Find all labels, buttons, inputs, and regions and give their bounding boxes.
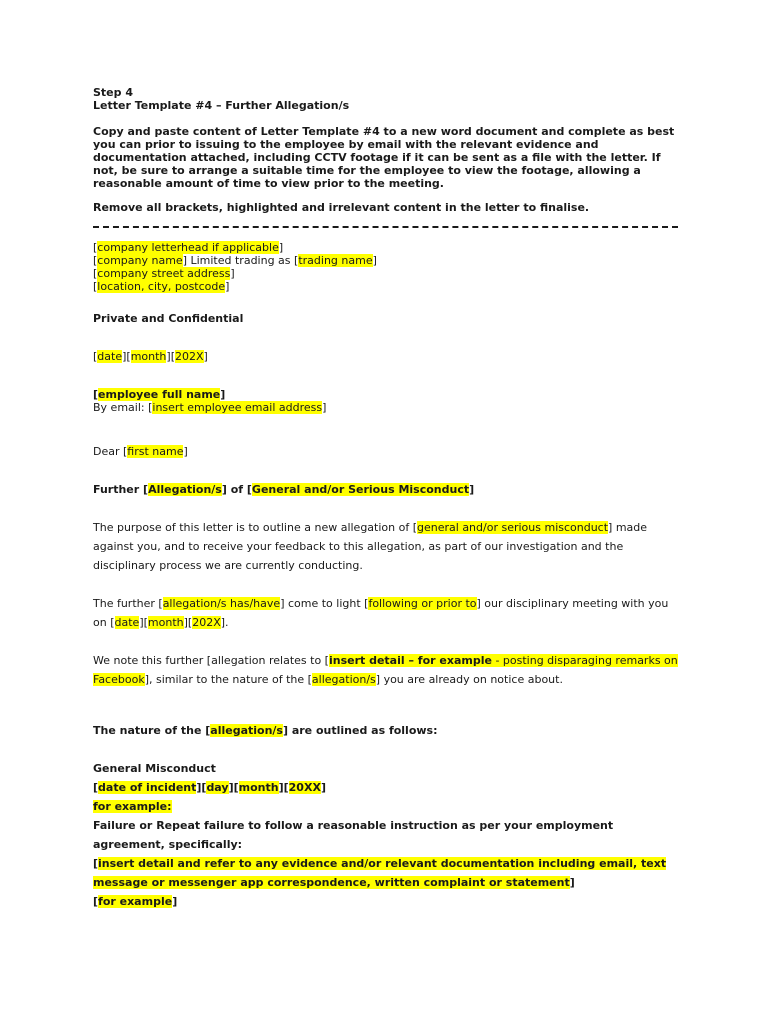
dashed-divider xyxy=(93,226,678,228)
for-example-line: for example: xyxy=(93,800,172,813)
general-misconduct-section xyxy=(93,759,683,911)
email-line: By email: [insert employee email address] xyxy=(93,401,327,414)
employee-name-placeholder: employee full name xyxy=(98,388,221,401)
salutation: Dear [first name] xyxy=(93,445,188,458)
remove-note: Remove all brackets, highlighted and irrelevant content in the letter to finalise. xyxy=(93,201,590,214)
employee-name-line: [employee full name] xyxy=(93,388,226,401)
template-title: Letter Template #4 – Further Allegation/s xyxy=(93,99,350,112)
incident-date-line: [date of incident][day][month][20XX] xyxy=(93,781,326,794)
trading-name-placeholder: trading name xyxy=(298,254,373,267)
paragraph-purpose: The purpose of this letter is to outline a new allegation of [general and/or serious misconduct] made against you, and to receive your feedback to this allegation, as part of our investigation and the disciplinary process we are currently conducting. xyxy=(93,521,648,572)
recipient-block xyxy=(93,388,683,414)
step-label: Step 4 xyxy=(93,86,133,99)
company-name-placeholder: company name xyxy=(97,254,183,267)
nature-heading: The nature of the [allegation/s] are outlined as follows: xyxy=(93,724,438,737)
letterhead-line: [company letterhead if applicable] xyxy=(93,241,284,254)
subject-line: Further [Allegation/s] of [General and/or Serious Misconduct] xyxy=(93,483,475,496)
location-line: [location, city, postcode] xyxy=(93,280,230,293)
letterhead-placeholder: company letterhead if applicable xyxy=(97,241,279,254)
failure-text: Failure or Repeat failure to follow a reasonable instruction as per your employment agreement, specifically: xyxy=(93,819,614,851)
email-placeholder: insert employee email address xyxy=(152,401,323,414)
header-block xyxy=(93,86,683,112)
first-name-placeholder: first name xyxy=(127,445,184,458)
paragraph-note: We note this further [allegation relates to [insert detail – for example - posting disparaging remarks on Facebook], similar to the nature of the [allegation/s] you are already on notice about. xyxy=(93,654,678,686)
company-name-line: [company name] Limited trading as [trading name] xyxy=(93,254,377,267)
street-placeholder: company street address xyxy=(97,267,231,280)
company-address xyxy=(93,241,683,293)
insert-detail-line: [insert detail and refer to any evidence and/or relevant documentation including email, text message or messenger app correspondence, written complaint or statement] xyxy=(93,857,667,889)
instructions-text: Copy and paste content of Letter Template #4 to a new word document and complete as best you can prior to issuing to the employee by email with the relevant evidence and documentation attached, including CCTV footage if it can be sent as a file with the letter. If not, be sure to arrange a suitable time for the employee to view the footage, allowing a reasonable amount of time to view prior to the meeting. xyxy=(93,125,675,190)
paragraph-further: The further [allegation/s has/have] come to light [following or prior to] our disciplinary meeting with you on [date][month][202X]. xyxy=(93,597,669,629)
for-example-bracket: [for example] xyxy=(93,895,178,908)
letter-date: [date][month][202X] xyxy=(93,350,208,363)
general-misconduct-heading: General Misconduct xyxy=(93,762,216,775)
private-confidential: Private and Confidential xyxy=(93,312,244,325)
street-line: [company street address] xyxy=(93,267,235,280)
location-placeholder: location, city, postcode xyxy=(97,280,226,293)
